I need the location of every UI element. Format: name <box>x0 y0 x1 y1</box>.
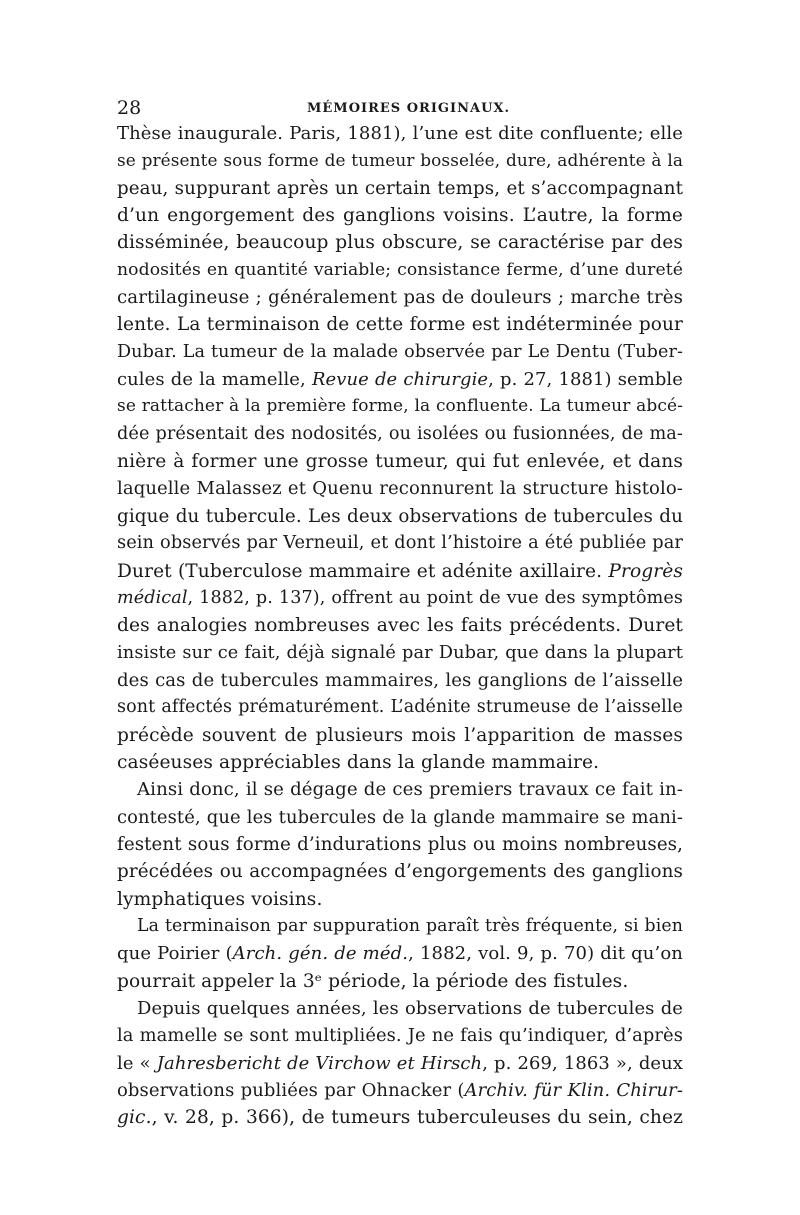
text-line: Ainsi donc, il se dégage de ces premiers travaux ce fait in- <box>137 779 683 801</box>
text-line: pourrait appeler la 3ᵉ période, la période des fistules. <box>117 970 629 992</box>
text-line: observations publiées par Ohnacker (Archiv. für Klin. Chirur- <box>117 1080 683 1102</box>
journal-title: Progrès <box>608 560 683 582</box>
text-line: d’un engorgement des ganglions voisins. L’autre, la forme <box>117 205 683 227</box>
text-line: laquelle Malassez et Quenu reconnurent la structure histolo- <box>117 478 683 500</box>
text-line: dée présentait des nodosités, ou isolées ou fusionnées, de ma- <box>117 423 683 444</box>
text-line: sein observés par Verneuil, et dont l’histoire a été publiée par <box>117 533 683 554</box>
text-line: disséminée, beaucoup plus obscure, se caractérise par des <box>117 232 683 254</box>
text-line: sont affectés prématurément. L’adénite strumeuse de l’aisselle <box>117 697 683 718</box>
running-head: MÉMOIRES ORIGINAUX. <box>307 101 511 116</box>
text-line: gique du tubercule. Les deux observations de tubercules du <box>117 505 683 527</box>
journal-title: Arch. gén. de méd. <box>232 943 409 965</box>
journal-title: médical <box>117 587 188 608</box>
text-line: festent sous forme d’indurations plus ou moins nombreuses, <box>117 833 683 855</box>
journal-title: Archiv. für Klin. Chirur- <box>464 1080 683 1102</box>
text-line: La terminaison par suppuration paraît très fréquente, si bien <box>137 915 683 936</box>
text-line: insiste sur ce fait, déjà signalé par Dubar, que dans la plupart <box>117 642 683 663</box>
text-line: caséeuses appréciables dans la glande mammaire. <box>117 751 600 773</box>
text-line: se rattacher à la première forme, la confluente. La tumeur abcé- <box>117 396 683 417</box>
text-line: contesté, que les tubercules de la glande mammaire se mani- <box>117 806 683 828</box>
text-line: se présente sous forme de tumeur bosselée, dure, adhérente à la <box>117 150 683 171</box>
text-line: Thèse inaugurale. Paris, 1881), l’une est dite confluente; elle <box>117 123 683 144</box>
text-line: précédées ou accompagnées d’engorgements des ganglions <box>117 861 683 883</box>
journal-title: Revue de chirurgie <box>311 369 489 391</box>
text-line: que Poirier (Arch. gén. de méd., 1882, vol. 9, p. 70) dit qu’on <box>117 943 683 965</box>
page-header <box>117 97 687 119</box>
text-line: lymphatiques voisins. <box>117 888 323 910</box>
text-line: le « Jahresbericht de Virchow et Hirsch, p. 269, 1863 », deux <box>117 1052 683 1074</box>
text-line: nodosités en quantité variable; consistance ferme, d’une dureté <box>117 259 683 280</box>
body-text <box>117 120 683 1132</box>
journal-title: gic. <box>117 1107 152 1129</box>
text-line: lente. La terminaison de cette forme est indéterminée pour <box>117 314 683 336</box>
text-line: la mamelle se sont multipliées. Je ne fais qu’indiquer, d’après <box>117 1025 683 1047</box>
text-line: Dubar. La tumeur de la malade observée par Le Dentu (Tuber- <box>117 341 683 362</box>
journal-title: Jahresbericht de Virchow et Hirsch <box>156 1052 483 1074</box>
text-line: gic., v. 28, p. 366), de tumeurs tuberculeuses du sein, chez <box>117 1107 683 1129</box>
text-line: Depuis quelques années, les observations de tubercules de <box>137 998 683 1019</box>
text-line: cartilagineuse ; généralement pas de douleurs ; marche très <box>117 287 683 309</box>
text-line: nière à former une grosse tumeur, qui fut enlevée, et dans <box>117 451 683 473</box>
text-line: cules de la mamelle, Revue de chirurgie, p. 27, 1881) semble <box>117 369 683 391</box>
text-line: Duret (Tuberculose mammaire et adénite axillaire. Progrès <box>117 560 683 582</box>
text-line: des analogies nombreuses avec les faits précédents. Duret <box>117 615 683 637</box>
text-line: des cas de tubercules mammaires, les ganglions de l’aisselle <box>117 669 683 691</box>
page-number: 28 <box>117 97 142 119</box>
text-line: médical, 1882, p. 137), offrent au point de vue des symptômes <box>117 587 683 608</box>
text-line: peau, suppurant après un certain temps, et s’accompagnant <box>117 177 683 199</box>
text-line: précède souvent de plusieurs mois l’apparition de masses <box>117 724 683 746</box>
